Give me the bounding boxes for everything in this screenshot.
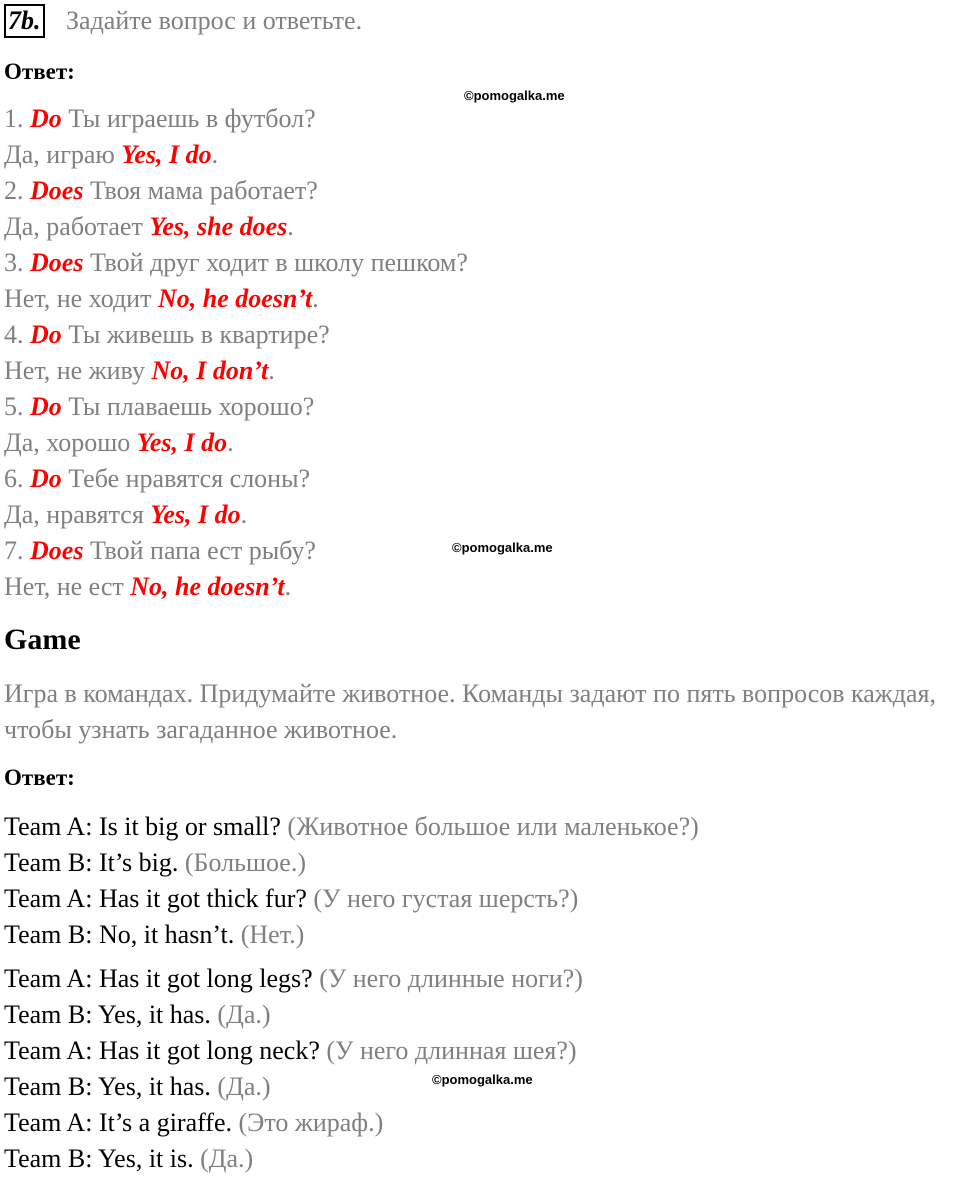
dialogue-line-2	[4, 848, 306, 878]
question-text: Твой друг ходит в школу пешком?	[89, 248, 468, 277]
dialogue-ru: (Да.)	[200, 1144, 254, 1173]
dialogue-line-8	[4, 1072, 271, 1102]
answer-line-7	[4, 572, 291, 602]
answer-end: .	[268, 356, 275, 385]
question-line-7	[4, 536, 316, 566]
speaker: Team A:	[4, 1036, 93, 1065]
answer-line-5	[4, 428, 234, 458]
answer-line-6	[4, 500, 247, 530]
question-text: Тебе нравятся слоны?	[68, 464, 311, 493]
dialogue-line-6	[4, 1000, 271, 1030]
dialogue-en: Has it got long neck?	[98, 1036, 320, 1065]
dialogue-ru: (У него густая шерсть?)	[313, 884, 579, 913]
dialogue-en: Yes, it has.	[97, 1000, 211, 1029]
game-heading: Game	[4, 623, 81, 656]
question-line-5	[4, 392, 314, 422]
answer-ru: Нет, не живу	[4, 356, 145, 385]
answer-line-1	[4, 140, 218, 170]
dialogue-ru: (Да.)	[217, 1072, 271, 1101]
question-number: 4.	[4, 320, 24, 349]
speaker: Team A:	[4, 884, 93, 913]
speaker: Team B:	[4, 1000, 93, 1029]
answer-end: .	[227, 428, 234, 457]
dialogue-line-1	[4, 812, 699, 842]
question-line-3	[4, 248, 468, 278]
answer-en: No, he doesn’t	[157, 284, 313, 313]
dialogue-ru: (Это жираф.)	[238, 1108, 384, 1137]
answer-en: No, he doesn’t	[130, 572, 285, 601]
dialogue-en: Is it big or small?	[98, 812, 281, 841]
question-text: Твой папа ест рыбу?	[89, 536, 316, 565]
question-number: 3.	[4, 248, 24, 277]
dialogue-en: Has it got thick fur?	[98, 884, 307, 913]
answer-en: Yes, I do	[121, 140, 212, 169]
question-number: 7.	[4, 536, 24, 565]
auxiliary-verb: Does	[30, 176, 84, 205]
dialogue-ru: (Да.)	[217, 1000, 271, 1029]
dialogue-en: It’s big.	[98, 848, 179, 877]
question-line-6	[4, 464, 310, 494]
dialogue-line-9	[4, 1108, 383, 1138]
task-number-badge: 7b.	[4, 4, 45, 38]
speaker: Team A:	[4, 1108, 93, 1137]
answer-line-3	[4, 284, 319, 314]
auxiliary-verb: Do	[30, 464, 62, 493]
speaker: Team B:	[4, 920, 93, 949]
question-number: 5.	[4, 392, 24, 421]
dialogue-ru: (У него длинная шея?)	[326, 1036, 577, 1065]
speaker: Team A:	[4, 812, 93, 841]
answer-ru: Нет, не ест	[4, 572, 124, 601]
speaker: Team B:	[4, 1072, 93, 1101]
answer-label: Ответ:	[4, 59, 75, 84]
answer-ru: Да, хорошо	[4, 428, 131, 457]
watermark: ©pomogalka.me	[452, 540, 553, 555]
dialogue-line-3	[4, 884, 578, 914]
answer-end: .	[284, 572, 292, 601]
question-text: Твоя мама работает?	[89, 176, 318, 205]
dialogue-line-7	[4, 1036, 577, 1066]
watermark: ©pomogalka.me	[464, 88, 565, 103]
game-instruction: Игра в командах. Придумайте животное. Команды задают по пять вопросов каждая, чтобы узнать загаданное животное.	[4, 679, 937, 744]
dialogue-line-5	[4, 964, 583, 994]
auxiliary-verb: Do	[30, 320, 62, 349]
dialogue-en: No, it hasn’t.	[98, 920, 235, 949]
question-number: 1.	[4, 104, 24, 133]
dialogue-en: Yes, it has.	[97, 1072, 211, 1101]
answer-line-4	[4, 356, 275, 386]
auxiliary-verb: Do	[30, 104, 62, 133]
question-text: Ты плаваешь хорошо?	[68, 392, 315, 421]
question-number: 6.	[4, 464, 24, 493]
dialogue-en: Yes, it is.	[97, 1144, 194, 1173]
question-line-2	[4, 176, 318, 206]
speaker: Team A:	[4, 964, 93, 993]
dialogue-line-4	[4, 920, 304, 950]
game-answer-label: Ответ:	[4, 765, 75, 790]
dialogue-line-10	[4, 1144, 253, 1174]
dialogue-en: Has it got long legs?	[98, 964, 313, 993]
question-number: 2.	[4, 176, 24, 205]
auxiliary-verb: Does	[30, 536, 84, 565]
answer-ru: Нет, не ходит	[4, 284, 152, 313]
answer-en: Yes, I do	[136, 428, 228, 457]
answer-end: .	[240, 500, 248, 529]
answer-ru: Да, работает	[4, 212, 143, 241]
answer-end: .	[287, 212, 294, 241]
answer-en: Yes, she does	[149, 212, 288, 241]
answer-en: No, I don’t	[151, 356, 269, 385]
answer-ru: Да, нравятся	[4, 500, 144, 529]
watermark: ©pomogalka.me	[432, 1072, 533, 1087]
dialogue-ru: (Животное большое или маленькое?)	[287, 812, 699, 841]
dialogue-ru: (Нет.)	[240, 920, 305, 949]
auxiliary-verb: Does	[30, 248, 84, 277]
dialogue-ru: (Большое.)	[184, 848, 307, 877]
task-instruction: Задайте вопрос и ответьте.	[66, 6, 363, 35]
dialogue-en: It’s a giraffe.	[98, 1108, 233, 1137]
question-text: Ты живешь в квартире?	[68, 320, 330, 349]
answer-ru: Да, играю	[4, 140, 115, 169]
answer-en: Yes, I do	[150, 500, 241, 529]
answer-end: .	[312, 284, 319, 313]
auxiliary-verb: Do	[30, 392, 62, 421]
answer-end: .	[211, 140, 219, 169]
question-line-1	[4, 104, 316, 134]
question-line-4	[4, 320, 330, 350]
speaker: Team B:	[4, 848, 93, 877]
question-text: Ты играешь в футбол?	[68, 104, 316, 133]
dialogue-ru: (У него длинные ноги?)	[319, 964, 583, 993]
answer-line-2	[4, 212, 294, 242]
speaker: Team B:	[4, 1144, 93, 1173]
